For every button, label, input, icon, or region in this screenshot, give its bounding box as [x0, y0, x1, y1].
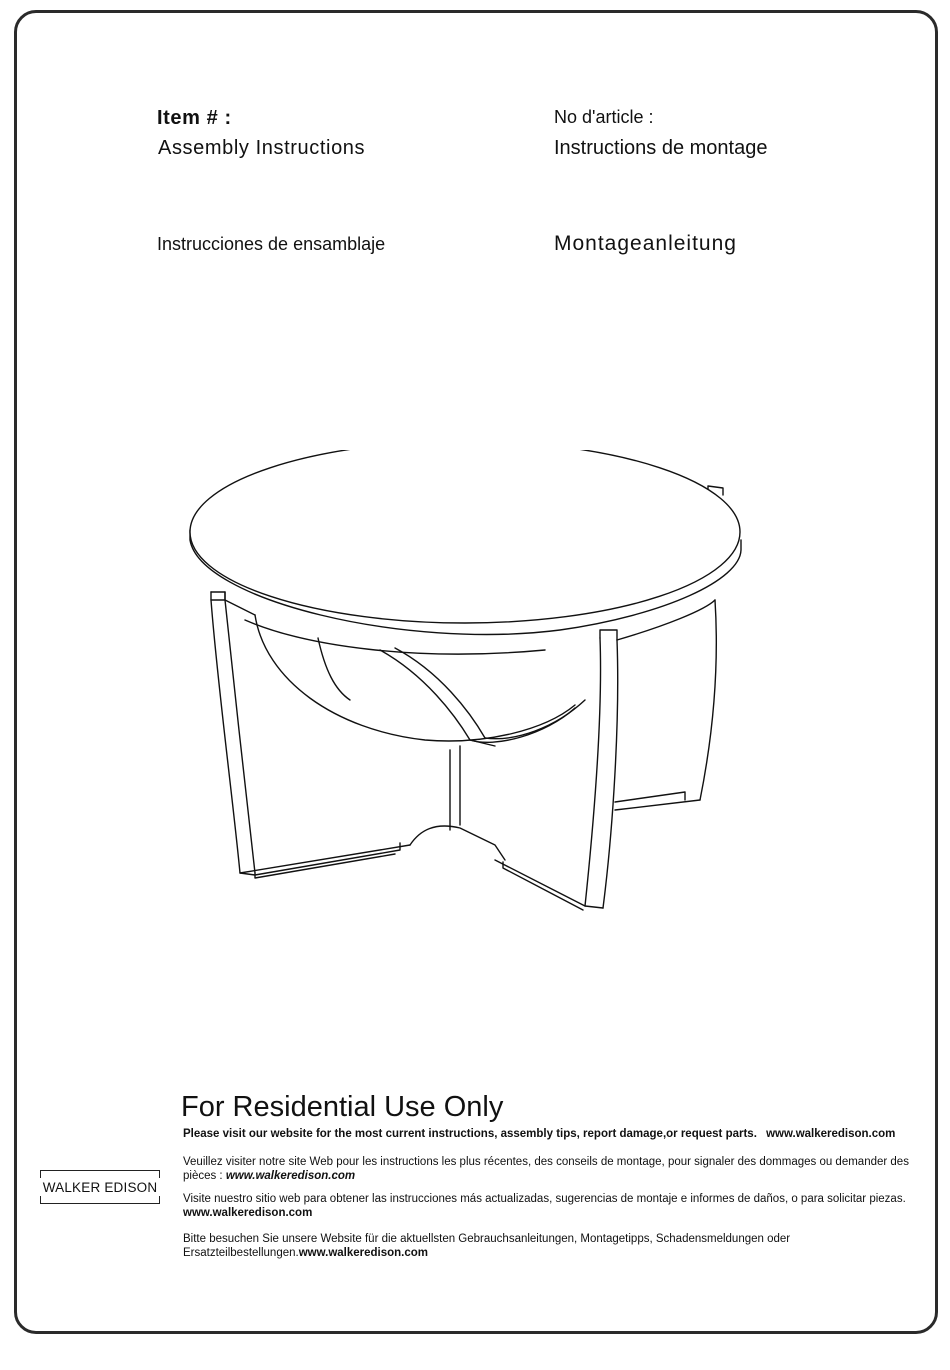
spanish-notice — [183, 1192, 911, 1220]
coffee-table-illustration — [185, 450, 765, 920]
no-article-label: No d'article : — [554, 107, 654, 127]
german-notice — [183, 1232, 911, 1260]
residential-use-title: For Residential Use Only — [181, 1091, 504, 1123]
logo-bottom-bracket — [40, 1196, 160, 1204]
spanish-notice-text: Visite nuestro sitio web para obtener las instrucciones más actualizadas, sugerencias de montaje e informes de daños, o para solicitar piezas. — [183, 1193, 906, 1205]
instrucciones-heading: Instrucciones de ensamblaje — [157, 234, 386, 254]
logo-top-bracket — [40, 1170, 160, 1178]
french-notice-url[interactable]: www.walkeredison.com — [225, 1170, 356, 1182]
french-notice — [183, 1155, 911, 1183]
logo-text: WALKER EDISON — [42, 1180, 158, 1195]
french-notice-text: Veuillez visiter notre site Web pour les instructions les plus récentes, des conseils de montage, pour signaler des dommages ou demander des pièces : — [183, 1156, 909, 1182]
spanish-notice-url[interactable]: www.walkeredison.com — [183, 1207, 313, 1219]
walker-edison-logo — [40, 1170, 160, 1204]
english-notice — [183, 1127, 911, 1141]
english-notice-text: Please visit our website for the most current instructions, assembly tips, report damage,or request parts. — [183, 1128, 757, 1140]
german-notice-url[interactable]: www.walkeredison.com — [298, 1247, 429, 1259]
montageanleitung-heading: Montageanleitung — [554, 232, 737, 255]
english-notice-url[interactable]: www.walkeredison.com — [766, 1128, 896, 1140]
assembly-instructions-heading: Assembly Instructions — [158, 137, 366, 159]
item-number-label: Item # : — [157, 107, 232, 129]
instructions-montage-heading: Instructions de montage — [554, 137, 768, 159]
german-notice-text: Bitte besuchen Sie unsere Website für die aktuellsten Gebrauchsanleitungen, Montagetipps, Schadensmeldungen oder Ersatzteilbestellungen. — [183, 1233, 791, 1259]
